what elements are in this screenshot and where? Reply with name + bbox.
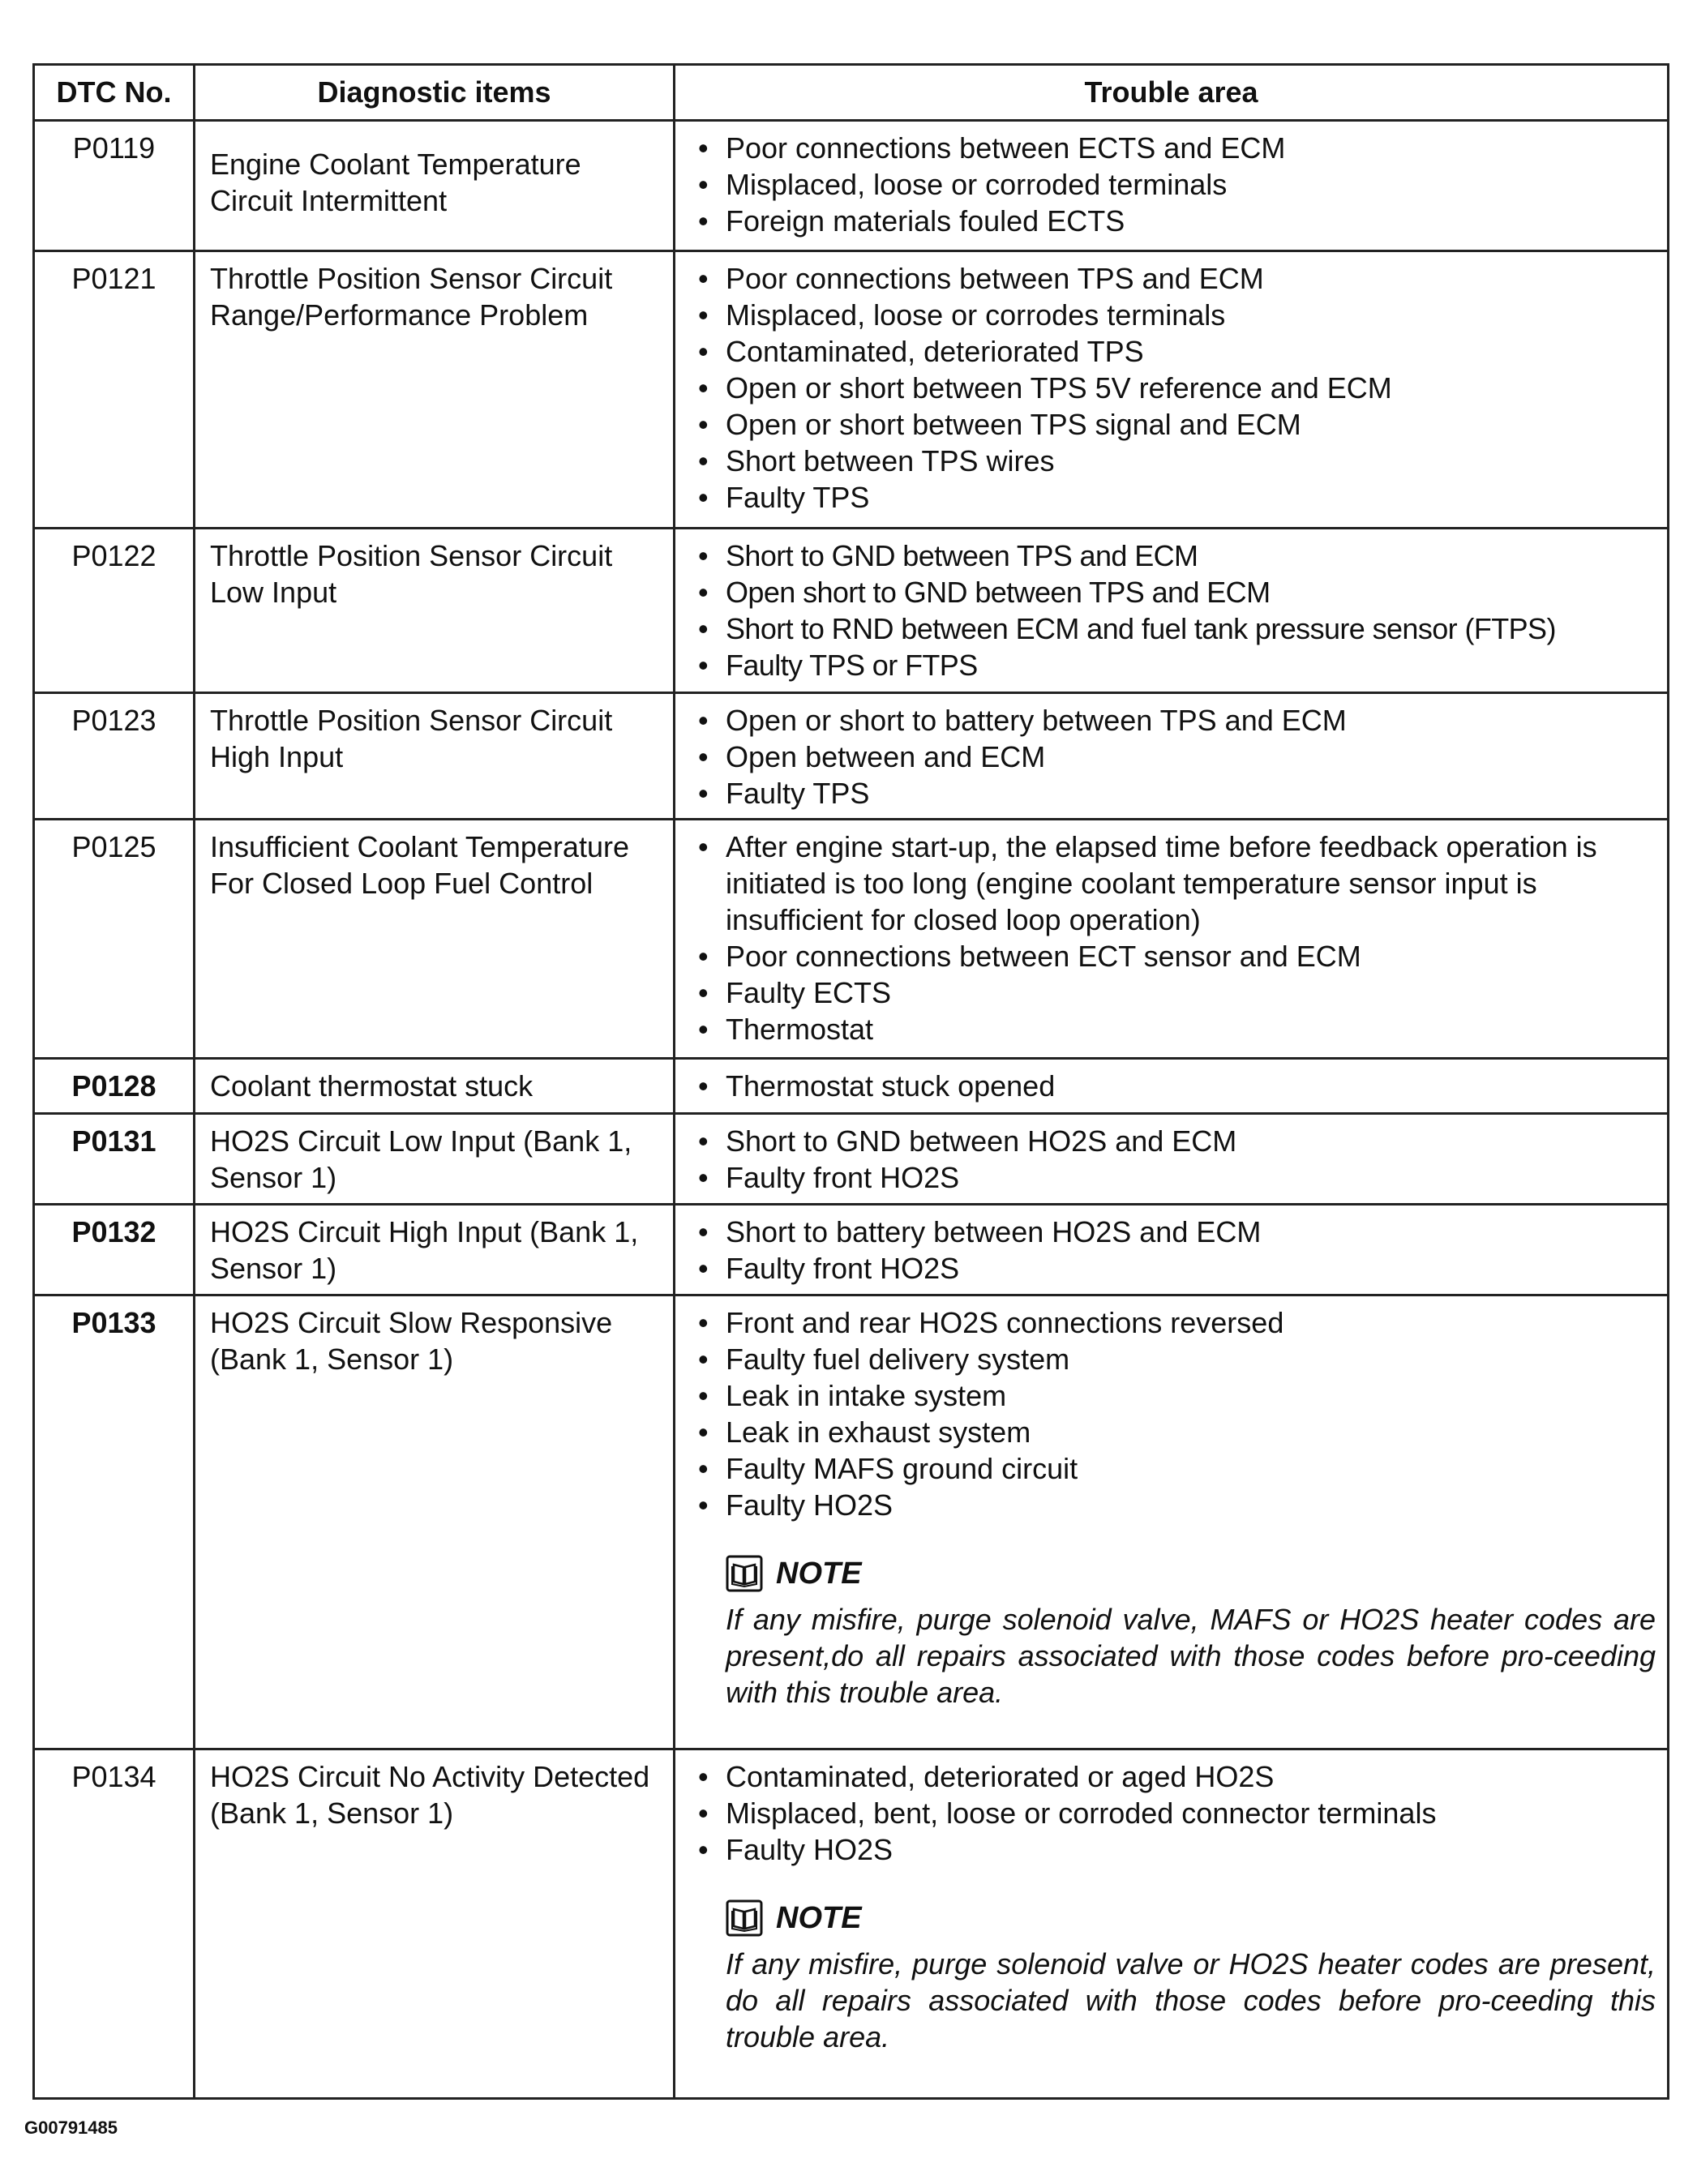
list-item: • Short to GND between HO2S and ECM <box>726 1123 1656 1159</box>
trouble-list <box>690 1123 1656 1196</box>
diagnostic-item: Throttle Position Sensor Circuit Range/Performance Problem <box>195 251 675 529</box>
table-header-row <box>34 65 1669 121</box>
list-item: • Leak in intake system <box>726 1377 1656 1414</box>
diagnostic-item: Throttle Position Sensor Circuit High Input <box>195 693 675 820</box>
note-heading <box>726 1551 1656 1596</box>
list-item: • Faulty front HO2S <box>726 1159 1656 1196</box>
list-item: • Short to battery between HO2S and ECM <box>726 1214 1656 1250</box>
header-diagnostic-items: Diagnostic items <box>195 65 675 121</box>
table-row <box>34 121 1669 251</box>
list-item: • Poor connections between ECT sensor and ECM <box>726 938 1656 974</box>
note-text: If any misfire, purge solenoid valve, MAFS or HO2S heater codes are present,do all repairs associated with those codes before pro-ceeding with this trouble area. <box>726 1603 1656 1709</box>
list-item: • Poor connections between TPS and ECM <box>726 260 1656 297</box>
trouble-area <box>675 820 1669 1059</box>
diagnostic-item: HO2S Circuit Low Input (Bank 1, Sensor 1) <box>195 1114 675 1205</box>
trouble-area <box>675 1295 1669 1749</box>
dtc-code: P0125 <box>34 820 195 1059</box>
table-row <box>34 1295 1669 1749</box>
list-item: • Thermostat <box>726 1011 1656 1047</box>
note-text: If any misfire, purge solenoid valve or HO2S heater codes are present, do all repairs associated with those codes before pro-ceeding this trouble area. <box>726 1947 1656 2053</box>
dtc-code: P0132 <box>34 1205 195 1295</box>
list-item: • Front and rear HO2S connections reversed <box>726 1304 1656 1341</box>
list-item: • Short to GND between TPS and ECM <box>726 537 1656 574</box>
list-item: • Open or short between TPS 5V reference and ECM <box>726 370 1656 406</box>
trouble-list <box>690 1758 1656 1868</box>
dtc-code: P0122 <box>34 529 195 693</box>
trouble-list <box>690 537 1656 683</box>
trouble-area <box>675 1114 1669 1205</box>
table-row <box>34 693 1669 820</box>
diagnostic-item: HO2S Circuit High Input (Bank 1, Sensor 1) <box>195 1205 675 1295</box>
table-row <box>34 820 1669 1059</box>
figure-id: G00791485 <box>24 2118 118 2138</box>
trouble-area <box>675 121 1669 251</box>
list-item: • Open short to GND between TPS and ECM <box>726 574 1656 610</box>
dtc-code: P0123 <box>34 693 195 820</box>
dtc-code: P0121 <box>34 251 195 529</box>
trouble-list <box>690 829 1656 1047</box>
trouble-list <box>690 1068 1656 1104</box>
list-item: • Faulty front HO2S <box>726 1250 1656 1287</box>
list-item: • Misplaced, loose or corrodes terminals <box>726 297 1656 333</box>
table-row <box>34 1205 1669 1295</box>
list-item: • Faulty HO2S <box>726 1487 1656 1523</box>
note-block <box>726 1895 1656 2055</box>
list-item: • Faulty fuel delivery system <box>726 1341 1656 1377</box>
trouble-list <box>690 1214 1656 1287</box>
list-item: • Thermostat stuck opened <box>726 1068 1656 1104</box>
list-item: • Faulty MAFS ground circuit <box>726 1450 1656 1487</box>
dtc-code: P0134 <box>34 1749 195 2099</box>
diagnostic-item: Engine Coolant Temperature Circuit Intermittent <box>195 121 675 251</box>
list-item: • After engine start-up, the elapsed time before feedback operation is initiated is too long (engine coolant temperature sensor input is insufficient for closed loop operation) <box>726 829 1656 938</box>
trouble-area <box>675 529 1669 693</box>
diagnostic-item: HO2S Circuit Slow Responsive (Bank 1, Sensor 1) <box>195 1295 675 1749</box>
list-item: • Open or short between TPS signal and ECM <box>726 406 1656 443</box>
trouble-area <box>675 1205 1669 1295</box>
table-row <box>34 1059 1669 1114</box>
list-item: • Faulty ECTS <box>726 974 1656 1011</box>
list-item: • Misplaced, loose or corroded terminals <box>726 166 1656 203</box>
list-item: • Faulty HO2S <box>726 1831 1656 1868</box>
list-item: • Short to RND between ECM and fuel tank pressure sensor (FTPS) <box>726 610 1656 647</box>
list-item: • Faulty TPS <box>726 479 1656 516</box>
list-item: • Open between and ECM <box>726 739 1656 775</box>
trouble-list <box>690 130 1656 239</box>
book-icon <box>726 1899 763 1937</box>
list-item: • Contaminated, deteriorated or aged HO2S <box>726 1758 1656 1795</box>
dtc-code: P0119 <box>34 121 195 251</box>
dtc-code: P0133 <box>34 1295 195 1749</box>
note-heading <box>726 1895 1656 1941</box>
table-row <box>34 1114 1669 1205</box>
note-label: NOTE <box>776 1900 862 1935</box>
table-row <box>34 1749 1669 2099</box>
dtc-code: P0128 <box>34 1059 195 1114</box>
diagnostic-item: Insufficient Coolant Temperature For Closed Loop Fuel Control <box>195 820 675 1059</box>
trouble-area <box>675 251 1669 529</box>
list-item: • Contaminated, deteriorated TPS <box>726 333 1656 370</box>
table-row <box>34 529 1669 693</box>
trouble-area <box>675 693 1669 820</box>
list-item: • Short between TPS wires <box>726 443 1656 479</box>
diagnostic-item: Throttle Position Sensor Circuit Low Input <box>195 529 675 693</box>
list-item: • Misplaced, bent, loose or corroded connector terminals <box>726 1795 1656 1831</box>
list-item: • Poor connections between ECTS and ECM <box>726 130 1656 166</box>
diagnostic-item: Coolant thermostat stuck <box>195 1059 675 1114</box>
book-icon <box>726 1555 763 1592</box>
list-item: • Open or short to battery between TPS and ECM <box>726 702 1656 739</box>
trouble-list <box>690 1304 1656 1523</box>
note-label: NOTE <box>776 1556 862 1591</box>
header-dtc-no: DTC No. <box>34 65 195 121</box>
diagnostic-item: HO2S Circuit No Activity Detected (Bank 1, Sensor 1) <box>195 1749 675 2099</box>
trouble-list <box>690 702 1656 812</box>
note-block <box>726 1551 1656 1711</box>
dtc-code: P0131 <box>34 1114 195 1205</box>
header-trouble-area: Trouble area <box>675 65 1669 121</box>
list-item: • Leak in exhaust system <box>726 1414 1656 1450</box>
table-row <box>34 251 1669 529</box>
list-item: • Foreign materials fouled ECTS <box>726 203 1656 239</box>
trouble-area <box>675 1059 1669 1114</box>
list-item: • Faulty TPS <box>726 775 1656 812</box>
list-item: • Faulty TPS or FTPS <box>726 647 1656 683</box>
trouble-list <box>690 260 1656 516</box>
dtc-table <box>32 63 1669 2100</box>
trouble-area <box>675 1749 1669 2099</box>
